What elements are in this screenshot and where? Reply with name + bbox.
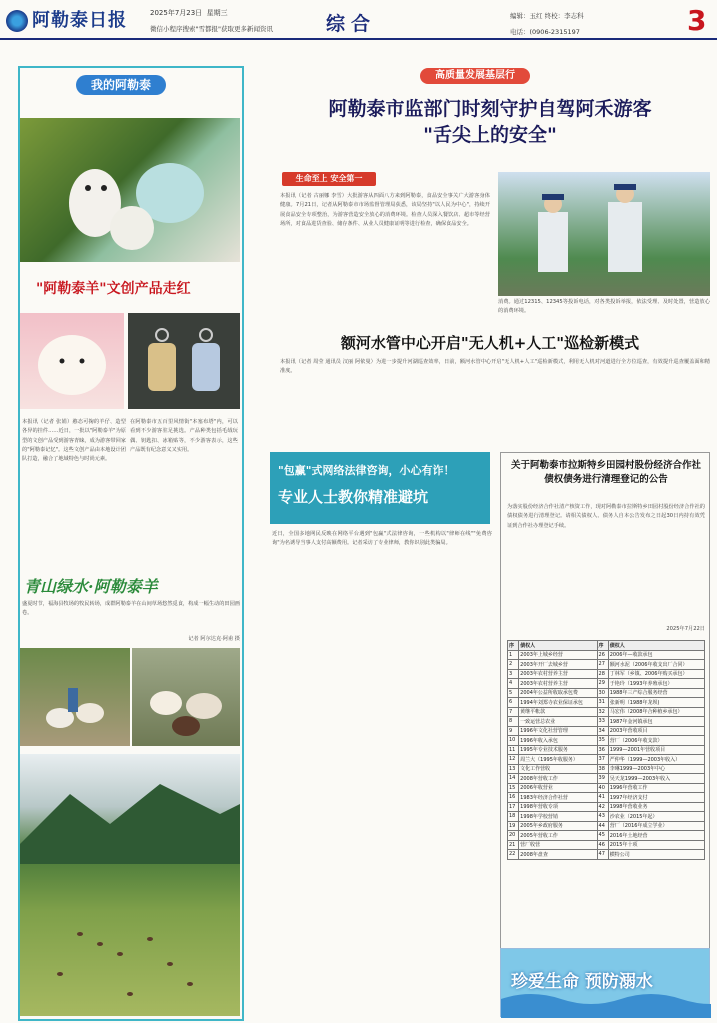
issue-date: 2025年7月23日 星期三 — [150, 9, 228, 17]
table-row — [508, 821, 705, 831]
table-cell: 一致运营总农业 — [519, 717, 597, 727]
table-cell: 47 — [597, 850, 608, 860]
table-cell: 4 — [508, 679, 519, 689]
table-cell: 19 — [508, 821, 519, 831]
table-cell: 营厂（2016年成立学业） — [608, 821, 704, 831]
table-cell: 14 — [508, 774, 519, 784]
table-row — [508, 688, 705, 698]
table-row — [508, 774, 705, 784]
table-cell: 沙农业（2015年起） — [608, 812, 704, 822]
table-cell: 1 — [508, 650, 519, 660]
table-cell: 1996年文化社营管理 — [519, 726, 597, 736]
page-number: 3 — [687, 4, 707, 37]
table-cell: 1987年金河镇承包 — [608, 717, 704, 727]
table-cell: 文化工作营收 — [519, 764, 597, 774]
table-cell: 10 — [508, 736, 519, 746]
table-cell: 2016年土地经营 — [608, 831, 704, 841]
table-row — [508, 850, 705, 860]
table-cell: 丁林军（乡镇、2006年购买承包） — [608, 669, 704, 679]
table-cell: 2004年公益所收取承包费 — [519, 688, 597, 698]
table-cell: 12 — [508, 755, 519, 765]
story1-body-b: 在阿勒泰市五百里风情街"本塞布塔"内，可以看到不少游客驻足挑选。产品种类包括毛绒玩偶、钥匙扣、冰箱贴等，不少游客表示，这些产品既有纪念意义又实用。 — [130, 419, 238, 453]
inspection-photo — [498, 172, 710, 296]
table-cell: 39 — [597, 774, 608, 784]
table-cell: 3 — [508, 669, 519, 679]
table-cell: 1995年专业技术服务 — [519, 745, 597, 755]
table-cell: 1996年收入承包 — [519, 736, 597, 746]
table-row — [508, 802, 705, 812]
table-cell: 2 — [508, 660, 519, 670]
story2-caption: 记者 阿尔达克·阿甫 摄 — [188, 636, 240, 642]
table-cell: 2006年—收款承包 — [608, 650, 704, 660]
table-cell: 29 — [597, 679, 608, 689]
table-cell: 31 — [597, 698, 608, 708]
sheep-plush-icon — [20, 118, 240, 262]
logo-mark-icon — [6, 10, 28, 32]
table-cell: 营厂收营 — [519, 840, 597, 850]
table-cell: 1996年营收工作 — [608, 783, 704, 793]
table-cell: 1999—2001年营收项目 — [608, 745, 704, 755]
table-cell: 27 — [597, 660, 608, 670]
table-cell: 34 — [597, 726, 608, 736]
table-row — [508, 717, 705, 727]
table-cell: 42 — [597, 802, 608, 812]
table-cell: 26 — [597, 650, 608, 660]
table-cell: 44 — [597, 821, 608, 831]
table-cell: 2003年农村营养主营 — [519, 669, 597, 679]
story1-title: "阿勒泰羊"文创产品走红 — [36, 281, 191, 297]
table-cell: 9 — [508, 726, 519, 736]
table-cell: 1998年营收专项 — [519, 802, 597, 812]
table-cell: 37 — [597, 755, 608, 765]
law-banner-line1: "包赢"式网络法律咨询，小心有诈！ — [278, 464, 455, 477]
table-row — [508, 679, 705, 689]
table-row — [508, 650, 705, 660]
table-cell: 于艳玲（1993年养殖承包） — [608, 679, 704, 689]
notice-date: 2025年7月22日 — [666, 626, 705, 632]
table-cell: 李琳1999—2003年中心 — [608, 764, 704, 774]
table-cell: 1997年经济支付 — [608, 793, 704, 803]
table-cell: 2003年农村营养主营 — [519, 679, 597, 689]
table-cell: 2008年盘查 — [519, 850, 597, 860]
table-row — [508, 831, 705, 841]
story1-body: 本报讯（记者 古丽娜 李雪）大批游客从四面八方来到阿勒泰，食品安全事关广大游客身体健康。7月21日，记者从阿勒泰市市场监督管理局获悉，该局坚持"以人民为中心"，持续开展食品安全专项整治，为游客营造安全放心的消费环境。检查人员深入餐饮店、超市等经营场所，对食品进货查验、储存条件、从业人员健康证明等进行检查，确保食品安全。 — [280, 193, 490, 227]
table-row — [508, 783, 705, 793]
table-cell: 2005年营收工作 — [519, 831, 597, 841]
table-cell: 2003年上城乡经营 — [519, 650, 597, 660]
masthead — [0, 0, 717, 40]
table-row — [508, 707, 705, 717]
table-cell: 35 — [597, 736, 608, 746]
table-cell: 20 — [508, 831, 519, 841]
table-cell: 30 — [597, 688, 608, 698]
table-cell: 1988年三产综合服务经营 — [608, 688, 704, 698]
table-row — [508, 698, 705, 708]
table-cell: 1998年学校营销 — [519, 812, 597, 822]
psa-title: 珍爱生命 预防溺水 — [511, 972, 653, 992]
table-cell: 黄继平帐款 — [519, 707, 597, 717]
wechat-tip: 微信小程序搜索"雪都报"获取更多新闻资讯 — [150, 25, 273, 33]
table-cell: 11 — [508, 745, 519, 755]
table-cell: 22 — [508, 850, 519, 860]
story2-title: 额河水管中心开启"无人机+人工"巡检新模式 — [340, 334, 640, 352]
table-cell: 33 — [597, 717, 608, 727]
column-tab[interactable]: 我的阿勒泰 — [76, 75, 166, 95]
table-row — [508, 812, 705, 822]
table-cell: 8 — [508, 717, 519, 727]
story2-body: 盛夏时节，福海县牧场的牧民转场，成群阿勒泰羊在山间草场悠然觅食，构成一幅生动的田园画卷。 — [22, 601, 240, 617]
table-cell: 1998年营收业务 — [608, 802, 704, 812]
table-cell: 18 — [508, 812, 519, 822]
law-body: 近日，全国多地网民反映在网络平台遇到"包赢"式法律咨询，一些机构以"律师在线""免费咨询"为名诱导当事人支付高额费用。记者采访了专业律师，教你识别此类骗局。 — [272, 531, 492, 547]
table-cell: 2008年营收工作 — [519, 774, 597, 784]
table-cell: 周兰大（1995年收服务） — [519, 755, 597, 765]
story-subhead: 生命至上 安全第一 — [282, 172, 376, 186]
table-row — [508, 726, 705, 736]
table-cell: 1994年刘郑寺农业保证承包 — [519, 698, 597, 708]
table-cell: 41 — [597, 793, 608, 803]
table-row — [508, 840, 705, 850]
table-cell: 2015年十项 — [608, 840, 704, 850]
table-row — [508, 764, 705, 774]
sheep-toy-photo — [20, 313, 124, 409]
table-cell: 张新明（1988年龙坝) — [608, 698, 704, 708]
table-cell: 6 — [508, 698, 519, 708]
table-cell: 15 — [508, 783, 519, 793]
table-row — [508, 660, 705, 670]
table-cell: 16 — [508, 793, 519, 803]
law-banner-line2: 专业人士教你精准避坑 — [278, 488, 429, 506]
table-cell: 38 — [597, 764, 608, 774]
table-cell: 17 — [508, 802, 519, 812]
table-cell: 吴天龙1999—2003年收入 — [608, 774, 704, 784]
story1-body-a: 本报讯（记者 张娟）憨态可掬的羊仔、造型各异的挂件……近日，一批以"阿勒泰羊"为原型的文创产品受到游客青睐，成为游客带回家的"阿勒泰记忆"。这些文创产品由本地设计团队打造，融合了地域特色与时尚元素。 — [22, 419, 126, 463]
notice-body: 为落实股份经济合作社清产核资工作，现对阿勒泰市拉斯特乡田园村股份经济合作社的债权债务进行清理登记。请相关债权人、债务人自本公告发布之日起30日内持有效凭证到合作社办理登记手续。 — [507, 504, 705, 529]
story2-title: 青山绿水·阿勒泰羊 — [24, 577, 158, 596]
shepherd-photo — [20, 648, 130, 746]
table-cell: 28 — [597, 669, 608, 679]
table-cell: 46 — [597, 840, 608, 850]
table-cell: 32 — [597, 707, 608, 717]
notice-title: 关于阿勒泰市拉斯特乡田园村股份经济合作社债权债务进行清理登记的公告 — [510, 460, 701, 485]
table-cell: 43 — [597, 812, 608, 822]
table-row — [508, 793, 705, 803]
table-cell: 5 — [508, 688, 519, 698]
table-cell: 1983年经济合作社营 — [519, 793, 597, 803]
editor-info: 编辑：玉红 终校：李志科 电话：(0906-2315197 — [510, 12, 584, 36]
table-row — [508, 736, 705, 746]
table-cell: 严仲华（1999—2003年收入） — [608, 755, 704, 765]
table-cell: 36 — [597, 745, 608, 755]
law-advice-banner — [270, 452, 490, 524]
table-row — [508, 755, 705, 765]
sheep-plush-photo — [20, 118, 240, 262]
table-cell: 7 — [508, 707, 519, 717]
table-cell: 马宏伟（2008年合种植乡承包） — [608, 707, 704, 717]
table-cell: 13 — [508, 764, 519, 774]
table-cell: 横特公司 — [608, 850, 704, 860]
table-cell: 40 — [597, 783, 608, 793]
sheep-flock-photo — [132, 648, 240, 746]
keychain-photo — [128, 313, 240, 409]
feature-badge: 高质量发展基层行 — [420, 68, 530, 84]
story1-caption: 消费。通过12315、12345等投诉电话，对各类投诉举报，依法受理、及时处置，营造放心的消费环境。 — [498, 299, 710, 315]
creditor-table — [507, 640, 705, 860]
story2-body: 本报讯（记者 周莹 通讯员 汉丽 阿依曼）为进一步提升河湖巡查效率，日前，额河水管中心开启"无人机+人工"巡检新模式，利用无人机对河道进行全方位巡查，有效提升巡查覆盖面和精准度。 — [280, 359, 710, 375]
table-cell: 2003年营收项目 — [608, 726, 704, 736]
table-cell: 额河水泥（2006年收支出厂合同） — [608, 660, 704, 670]
table-row — [508, 745, 705, 755]
section-title: 综合 — [326, 13, 377, 35]
table-cell: 45 — [597, 831, 608, 841]
table-cell: 2006年收营业 — [519, 783, 597, 793]
creditor-notice — [500, 452, 710, 1017]
pasture-landscape-photo — [20, 754, 240, 1016]
table-cell: 2003年开厂去城乡营 — [519, 660, 597, 670]
table-cell: 21 — [508, 840, 519, 850]
table-row — [508, 669, 705, 679]
paper-logo[interactable] — [6, 6, 127, 32]
drowning-psa — [500, 948, 710, 1017]
story-title-line1: 阿勒泰市监部门时刻守护自驾阿禾游客 — [328, 98, 652, 120]
story-title-line2: "舌尖上的安全" — [423, 124, 557, 146]
paper-name: 阿勒泰日报 — [32, 10, 127, 31]
table-cell: 2005年乡政府服务 — [519, 821, 597, 831]
table-header-row: 序 债权人 序 债权人 — [508, 641, 705, 651]
table-cell: 营厂（2006年收支款） — [608, 736, 704, 746]
